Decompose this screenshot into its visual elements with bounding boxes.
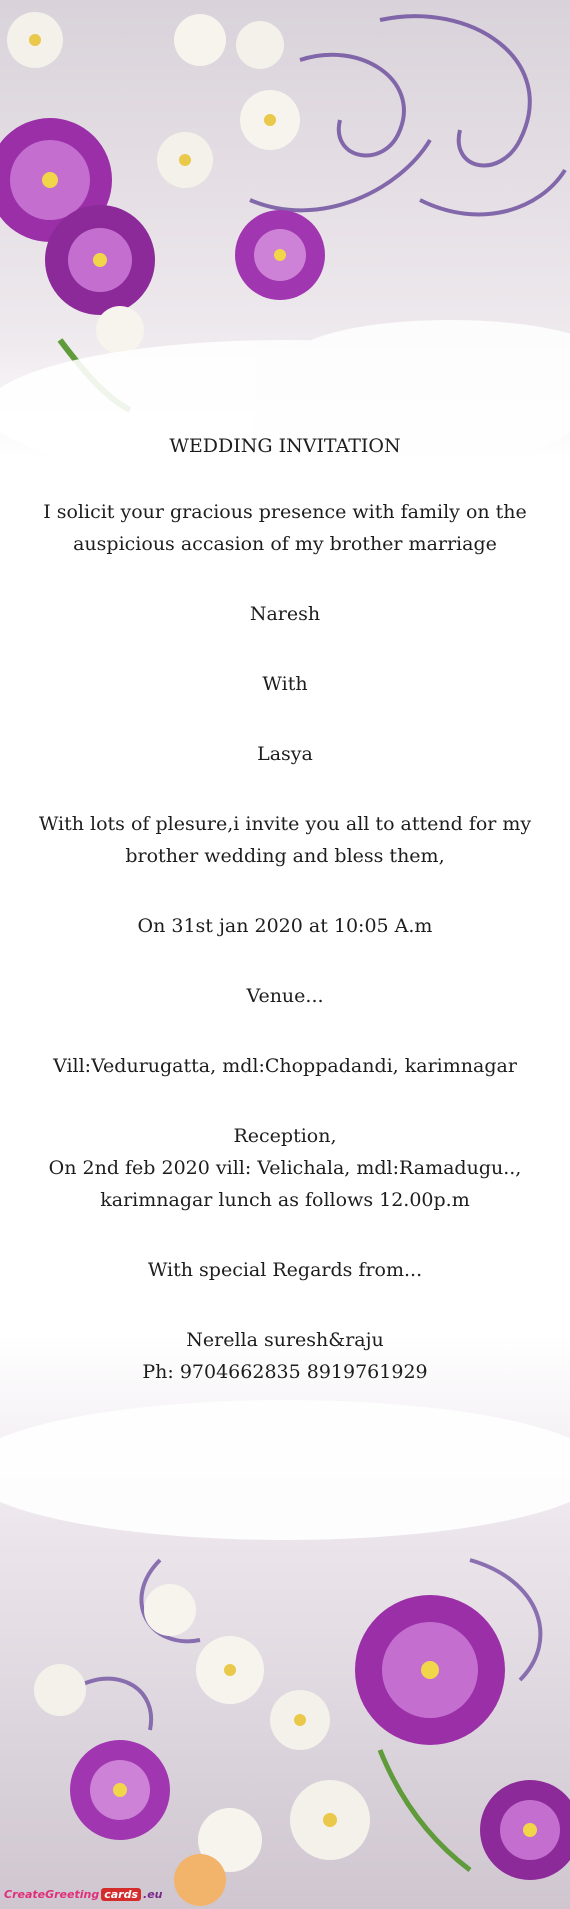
venue-address: Vill:Vedurugatta, mdl:Choppadandi, karimnagar bbox=[53, 1055, 517, 1077]
groom-name: Naresh bbox=[249, 603, 321, 625]
logo-part-3: .eu bbox=[143, 1887, 163, 1901]
bride-name: Lasya bbox=[257, 743, 313, 765]
reception-details: On 2nd feb 2020 vill: Velichala, mdl:Ramadugu.., karimnagar lunch as follows 12.00p.m bbox=[48, 1157, 522, 1211]
reception-label: Reception, bbox=[233, 1125, 337, 1147]
invitation-intro: I solicit your gracious presence with family on the auspicious accasion of my brother marriage bbox=[43, 501, 527, 555]
with-word: With bbox=[262, 673, 308, 695]
logo-part-2: cards bbox=[101, 1888, 141, 1901]
bottom-flowers bbox=[34, 1584, 570, 1906]
venue-label: Venue... bbox=[246, 985, 324, 1007]
bottom-brush bbox=[0, 1400, 570, 1540]
invitation-text bbox=[30, 430, 540, 1388]
invitation-heading: WEDDING INVITATION bbox=[169, 435, 401, 457]
date-time: On 31st jan 2020 at 10:05 A.m bbox=[137, 915, 433, 937]
regards-text: With special Regards from... bbox=[147, 1259, 423, 1281]
phone-numbers: Ph: 9704662835 8919761929 bbox=[142, 1361, 428, 1383]
logo-part-1: CreateGreeting bbox=[4, 1887, 100, 1901]
invite-text: With lots of plesure,i invite you all to attend for my brother wedding and bless them, bbox=[38, 813, 532, 867]
hosts-names: Nerella suresh&raju bbox=[186, 1329, 384, 1351]
site-logo[interactable] bbox=[4, 1883, 163, 1905]
